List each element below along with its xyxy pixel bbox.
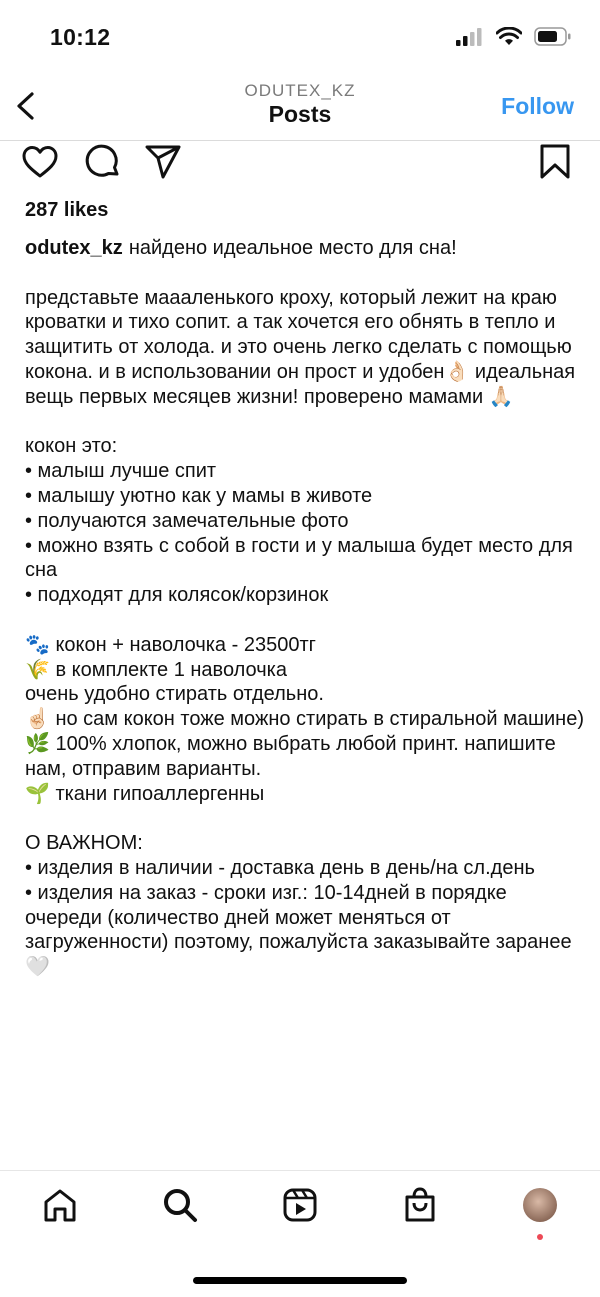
search-icon	[162, 1187, 198, 1223]
send-icon	[144, 143, 182, 181]
likes-count[interactable]: 287 likes	[25, 199, 109, 221]
tab-home[interactable]	[40, 1185, 80, 1225]
post-caption	[25, 236, 585, 980]
reels-icon	[282, 1187, 318, 1223]
page-title: Posts	[268, 101, 332, 127]
tabbar-divider	[0, 1170, 600, 1171]
caption-username[interactable]: odutex_kz	[25, 237, 123, 259]
tab-search[interactable]	[160, 1185, 200, 1225]
account-name: ODUTEX_KZ	[244, 81, 356, 100]
share-button[interactable]	[144, 143, 182, 186]
post-actions	[0, 143, 600, 183]
signal-icon	[456, 28, 484, 46]
tab-profile[interactable]	[520, 1185, 560, 1225]
follow-button[interactable]: Follow	[501, 93, 574, 119]
shop-bag-icon	[402, 1187, 438, 1223]
tab-bar	[0, 1185, 600, 1245]
home-icon	[42, 1187, 78, 1223]
notification-dot	[537, 1234, 543, 1240]
bookmark-icon	[537, 143, 573, 181]
comment-icon	[84, 143, 122, 181]
caption-text: найдено идеальное место для сна! представьте маааленького кроху, который лежит на краю кроватки и тихо сопит. а так хочется его обнять в тепло и защитить от холода. и это очень легко сделать с помощью кокона. и в использовании он прост и удобен👌🏻 идеальная вещь первых месяцев жизни! проверено мамами 🙏🏻 кокон это: • малыш лучше спит • малышу уютно как у мамы в животе • получаются замечательные фото • можно взять с собой в гости и у малыша будет место для сна • подходят для колясок/корзинок 🐾 кокон + наволочка - 23500тг 🌾 в комплекте 1 наволочка очень удобно стирать отдельно. ☝🏻 но сам кокон тоже можно стирать в стиральной машине) 🌿 100% хлопок, можно выбрать любой принт. напишите нам, отправим варианты. 🌱 ткани гипоаллергенны О ВАЖНОМ: • изделия в наличии - доставка день в день/на сл.день • изделия на заказ - сроки изг.: 10-14дней в порядке очереди (количество дней может меняться от загруженности) поэтому, пожалуйста заказывайте заранее 🤍	[25, 237, 584, 979]
status-icons	[456, 27, 572, 46]
home-indicator	[193, 1277, 407, 1284]
heart-icon	[21, 143, 59, 181]
save-button[interactable]	[537, 143, 573, 186]
like-button[interactable]	[21, 143, 59, 186]
profile-avatar	[523, 1188, 557, 1222]
status-time: 10:12	[50, 24, 111, 50]
comment-button[interactable]	[84, 143, 122, 186]
tab-shop[interactable]	[400, 1185, 440, 1225]
status-bar	[0, 0, 600, 76]
battery-icon	[534, 27, 572, 46]
wifi-icon	[496, 27, 522, 46]
tab-reels[interactable]	[280, 1185, 320, 1225]
header	[0, 76, 600, 140]
header-divider	[0, 140, 600, 141]
